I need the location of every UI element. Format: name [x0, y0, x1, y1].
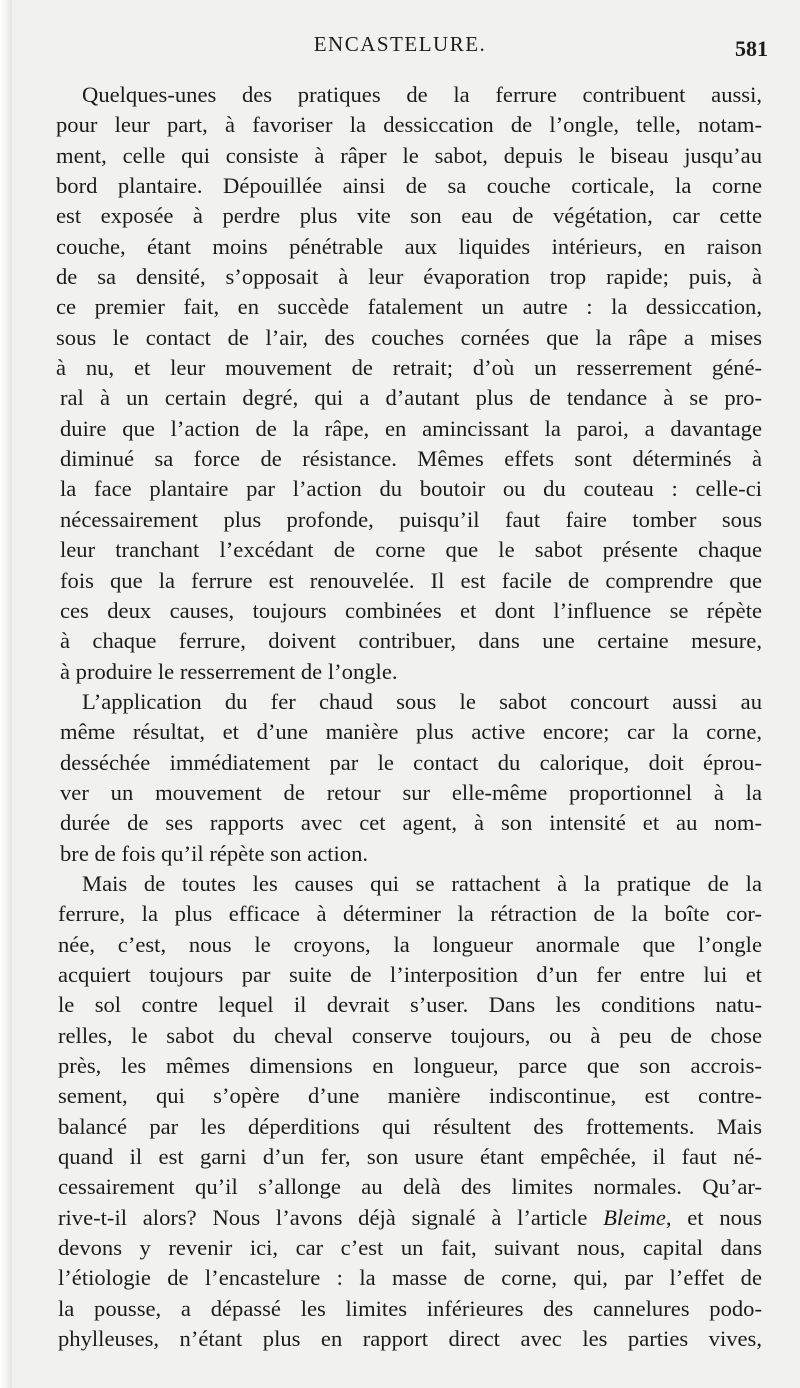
text-line: couche, étant moins pénétrable aux liquides intérieurs, en raison	[56, 233, 762, 259]
text-line: à nu, et leur mouvement de retrait; d’où un resserrement géné-	[56, 355, 762, 381]
text-line: nécessairement plus profonde, puisqu’il faut faire tomber sous	[60, 506, 762, 532]
text-line: ces deux causes, toujours combinées et dont l’influence se répète	[60, 597, 762, 623]
text-line: ferrure, la plus efficace à déterminer la rétraction de la boîte cor-	[58, 901, 762, 927]
text-line: balancé par les déperditions qui résultent des frottements. Mais	[58, 1113, 762, 1139]
text-line: sement, qui s’opère d’une manière indiscontinue, est contre-	[58, 1083, 762, 1109]
text-line: sous le contact de l’air, des couches cornées que la râpe a mises	[56, 324, 762, 350]
text-line: Quelques-unes des pratiques de la ferrure contribuent aussi,	[82, 82, 762, 107]
text-line: pour leur part, à favoriser la dessiccation de l’ongle, telle, notam-	[56, 112, 762, 138]
text-run: , et nous	[665, 1204, 763, 1230]
text-line: bord plantaire. Dépouillée ainsi de sa couche corticale, la corne	[56, 173, 762, 199]
text-line: ment, celle qui consiste à râper le sabot, depuis le biseau jusqu’au	[56, 142, 762, 168]
text-line: leur tranchant l’excédant de corne que le sabot présente chaque	[60, 537, 762, 563]
italic-term: Bleime	[603, 1204, 666, 1230]
text-line: L’application du fer chaud sous le sabot concourt aussi au	[82, 688, 762, 714]
text-line: durée de ses rapports avec cet agent, à son intensité et au nom-	[60, 810, 762, 836]
text-line: fois que la ferrure est renouvelée. Il est facile de comprendre que	[60, 567, 762, 593]
text-line: bre de fois qu’il répète son action.	[60, 840, 369, 866]
text-line: Mais de toutes les causes qui se rattachent à la pratique de la	[82, 870, 762, 896]
text-line: desséchée immédiatement par le contact du calorique, doit éprou-	[60, 749, 762, 775]
text-line: acquiert toujours par suite de l’interposition d’un fer entre lui et	[58, 961, 762, 987]
text-line: quand il est garni d’un fer, son usure étant empêchée, il faut né-	[58, 1144, 762, 1170]
text-run: rive-t-il alors? Nous l’avons déjà signalé à l’article	[58, 1204, 588, 1230]
text-line: ral à un certain degré, qui a d’autant plus de tendance à se pro-	[60, 385, 762, 411]
text-line: à produire le resserrement de l’ongle.	[60, 658, 398, 684]
text-line: née, c’est, nous le croyons, la longueur anormale que l’ongle	[58, 931, 762, 957]
text-line: phylleuses, n’étant plus en rapport direct avec les parties vives,	[58, 1326, 762, 1352]
text-line: l’étiologie de l’encastelure : la masse de corne, qui, par l’effet de	[58, 1265, 762, 1291]
text-line	[58, 1203, 762, 1233]
text-line: relles, le sabot du cheval conserve toujours, ou à peu de chose	[58, 1022, 762, 1048]
text-line: diminué sa force de résistance. Mêmes effets sont déterminés à	[60, 446, 762, 472]
body-text	[56, 80, 762, 1354]
text-line: est exposée à perdre plus vite son eau de végétation, car cette	[56, 203, 762, 229]
text-line: même résultat, et d’une manière plus active encore; car la corne,	[60, 719, 762, 745]
text-line: cessairement qu’il s’allonge au delà des limites normales. Qu’ar-	[58, 1174, 762, 1200]
text-line: la pousse, a dépassé les limites inférieures des cannelures podo-	[58, 1295, 762, 1321]
text-line: de sa densité, s’opposait à leur évaporation trop rapide; puis, à	[56, 264, 762, 290]
text-line: duire que l’action de la râpe, en amincissant la paroi, a davantage	[60, 415, 762, 441]
text-line: devons y revenir ici, car c’est un fait, suivant nous, capital dans	[58, 1235, 762, 1261]
running-title: ENCASTELURE.	[313, 32, 487, 56]
text-line: le sol contre lequel il devrait s’user. Dans les conditions natu-	[58, 992, 762, 1018]
text-line: la face plantaire par l’action du boutoir ou du couteau : celle-ci	[60, 476, 762, 502]
text-line: ver un mouvement de retour sur elle-même proportionnel à la	[60, 779, 762, 805]
page-number: 581	[735, 36, 768, 61]
text-line: à chaque ferrure, doivent contribuer, dans une certaine mesure,	[60, 628, 762, 654]
text-line: près, les mêmes dimensions en longueur, parce que son accrois-	[58, 1053, 762, 1078]
text-line: ce premier fait, en succède fatalement un autre : la dessiccation,	[56, 294, 762, 320]
